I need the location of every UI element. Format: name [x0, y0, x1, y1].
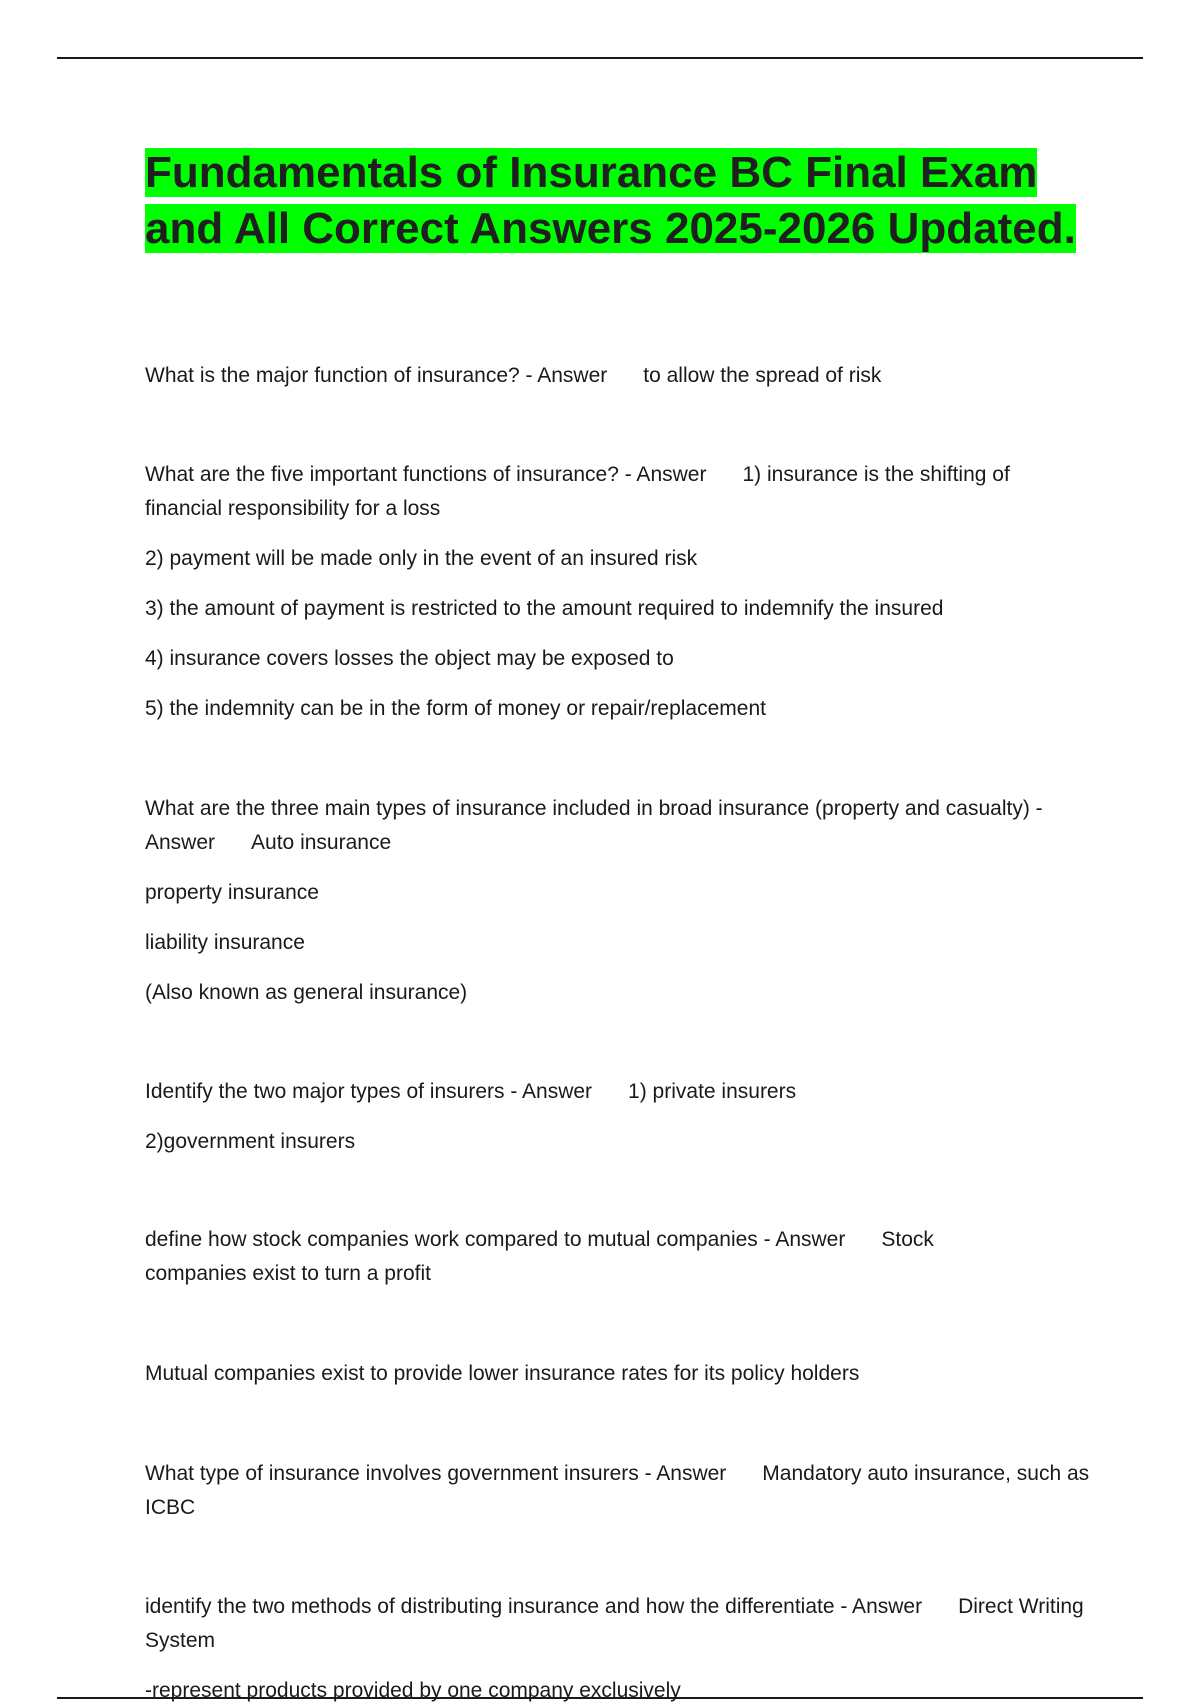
qa-question-line: [145, 1075, 1090, 1109]
answer-extra-line: property insurance: [145, 881, 319, 904]
answer-extra-line: 4) insurance covers losses the object may be exposed to: [145, 647, 674, 670]
answer-extra-line: -represent products provided by one company exclusively: [145, 1679, 681, 1702]
bottom-rule: [57, 1697, 1143, 1699]
qa-item-3: [145, 792, 1090, 1010]
answer-extra-line: (Also known as general insurance): [145, 981, 468, 1004]
answer-extra-line: 5) the indemnity can be in the form of money or repair/replacement: [145, 697, 766, 720]
answer-marker: - Answer: [145, 797, 1043, 854]
standalone-paragraph: Mutual companies exist to provide lower insurance rates for its policy holders: [145, 1362, 860, 1385]
question-text: Identify the two major types of insurers: [145, 1080, 505, 1103]
answer-marker: - Answer: [840, 1595, 923, 1618]
answer-marker: - Answer: [525, 364, 608, 387]
question-text: define how stock companies work compared to mutual companies: [145, 1228, 758, 1251]
qa-item-5: [145, 1223, 990, 1291]
answer-extra-line: 3) the amount of payment is restricted to the amount required to indemnify the insured: [145, 597, 944, 620]
question-text: identify the two methods of distributing insurance and how the differentiate: [145, 1595, 835, 1618]
answer-text: Stock companies exist to turn a profit: [145, 1228, 934, 1285]
document-body: [145, 145, 1090, 1702]
answer-marker: - Answer: [624, 463, 707, 486]
qa-question-line: [145, 458, 1090, 526]
qa-item-6: [145, 1357, 1090, 1391]
answer-text: 1) private insurers: [628, 1080, 797, 1103]
qa-question-line: [145, 792, 1090, 860]
qa-question-line: [145, 1457, 1090, 1525]
question-text: What type of insurance involves government insurers: [145, 1462, 639, 1485]
qa-item-2: [145, 458, 1090, 726]
answer-text: Direct Writing System: [145, 1595, 1084, 1652]
question-text: What are the three main types of insurance included in broad insurance (property and casualty): [145, 797, 1030, 820]
qa-question-line: [145, 359, 1090, 393]
top-rule: [57, 57, 1143, 59]
answer-marker: - Answer: [644, 1462, 727, 1485]
question-text: What are the five important functions of insurance?: [145, 463, 619, 486]
qa-question-line: [145, 1223, 990, 1291]
qa-question-line: [145, 1590, 1090, 1658]
answer-extra-line: 2) payment will be made only in the event of an insured risk: [145, 547, 698, 570]
qa-item-4: [145, 1075, 1090, 1159]
answer-extra-line: 2)government insurers: [145, 1130, 356, 1153]
title-highlight: Fundamentals of Insurance BC Final Exam and All Correct Answers 2025-2026 Updated.: [145, 148, 1076, 253]
answer-text: Mandatory auto insurance, such as ICBC: [145, 1462, 1090, 1519]
answer-text: to allow the spread of risk: [643, 364, 882, 387]
answer-marker: - Answer: [510, 1080, 593, 1103]
qa-item-8: [145, 1590, 1090, 1708]
question-text: What is the major function of insurance?: [145, 364, 520, 387]
qa-item-7: [145, 1457, 1090, 1525]
qa-item-1: [145, 359, 1090, 393]
document-title: [145, 145, 1090, 257]
answer-text: Auto insurance: [251, 831, 392, 854]
answer-marker: - Answer: [763, 1228, 846, 1251]
answer-text: 1) insurance is the shifting of financial responsibility for a loss: [145, 463, 1010, 520]
answer-extra-line: liability insurance: [145, 931, 305, 954]
